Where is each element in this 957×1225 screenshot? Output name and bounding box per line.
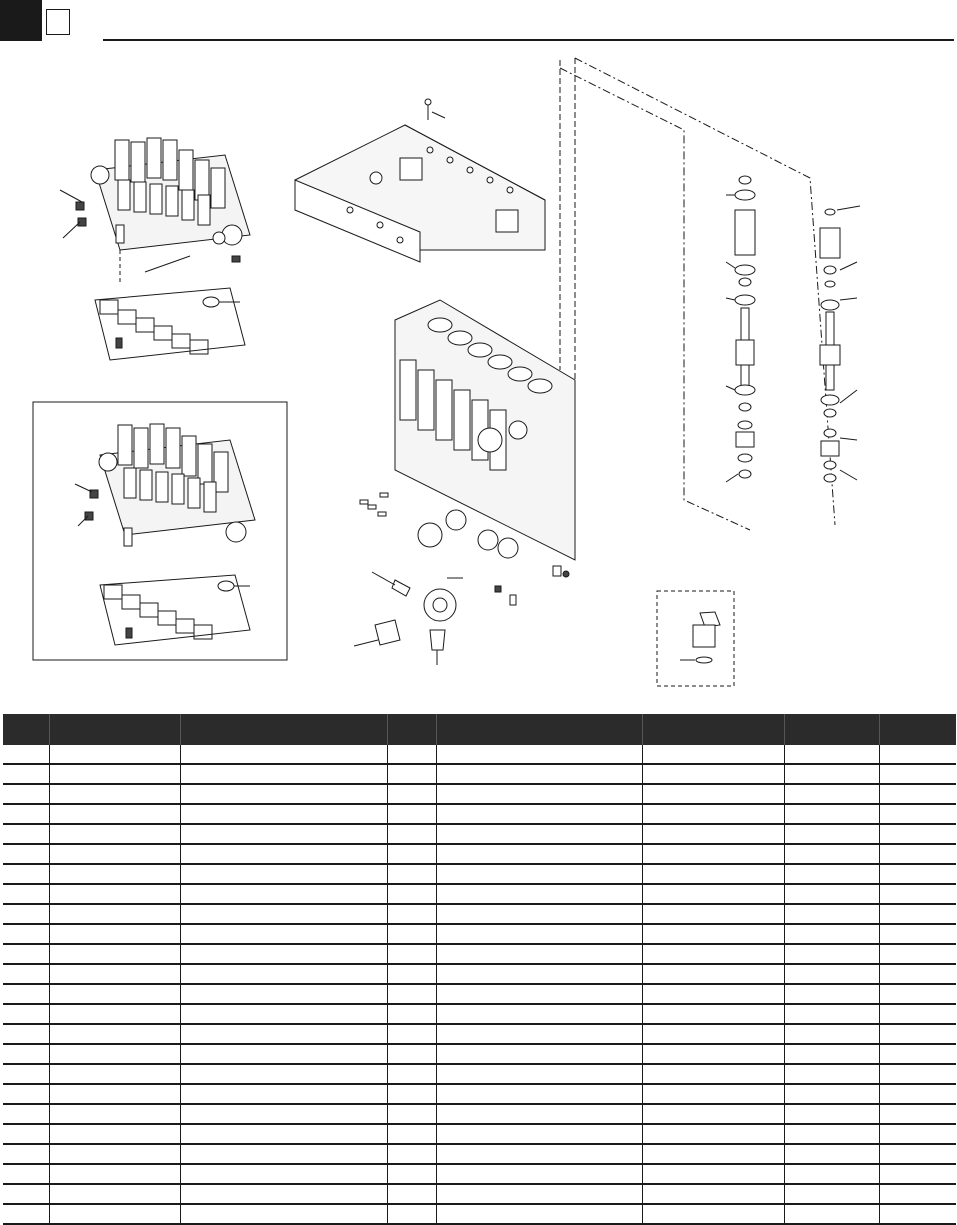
table-cell	[642, 1084, 784, 1104]
table-cell	[49, 944, 180, 964]
table-cell	[49, 784, 180, 804]
table-cell	[3, 864, 49, 884]
table-cell	[784, 944, 879, 964]
table-cell	[784, 984, 879, 1004]
table-cell	[180, 1204, 387, 1224]
cartridge-stack-1	[735, 176, 755, 478]
table-cell	[3, 1084, 49, 1104]
table-cell	[642, 964, 784, 984]
table-cell	[879, 1104, 956, 1124]
table-row	[3, 1184, 956, 1204]
table-cell	[642, 745, 784, 764]
table-cell	[642, 864, 784, 884]
table-cell	[387, 884, 436, 904]
table-cell	[642, 884, 784, 904]
table-cell	[879, 964, 956, 984]
table-cell	[879, 1164, 956, 1184]
table-cell	[879, 784, 956, 804]
table-cell	[784, 864, 879, 884]
table-cell	[180, 1084, 387, 1104]
table-cell	[3, 1184, 49, 1204]
table-row	[3, 1084, 956, 1104]
table-cell	[642, 984, 784, 1004]
table-cell	[436, 804, 642, 824]
table-cell	[49, 1004, 180, 1024]
table-cell	[180, 984, 387, 1004]
table-cell	[180, 864, 387, 884]
column-header	[784, 714, 879, 745]
table-cell	[180, 824, 387, 844]
table-cell	[436, 1204, 642, 1224]
table-cell	[49, 1204, 180, 1224]
table-row	[3, 1124, 956, 1144]
table-cell	[784, 804, 879, 824]
table-cell	[387, 1044, 436, 1064]
table-cell	[180, 1064, 387, 1084]
table-cell	[879, 1024, 956, 1044]
table-cell	[387, 804, 436, 824]
table-row	[3, 904, 956, 924]
table-cell	[436, 1024, 642, 1044]
table-cell	[3, 984, 49, 1004]
table-cell	[387, 784, 436, 804]
table-cell	[180, 1104, 387, 1124]
table-row	[3, 964, 956, 984]
table-body	[3, 745, 956, 1224]
table-cell	[3, 764, 49, 784]
table-cell	[784, 764, 879, 784]
table-cell	[642, 1004, 784, 1024]
table-cell	[436, 1164, 642, 1184]
table-row	[3, 1044, 956, 1064]
table-cell	[180, 1184, 387, 1204]
table-cell	[642, 1064, 784, 1084]
table-cell	[784, 924, 879, 944]
table-row	[3, 1064, 956, 1084]
table-row	[3, 864, 956, 884]
table-cell	[642, 904, 784, 924]
column-header	[436, 714, 642, 745]
table-cell	[387, 984, 436, 1004]
table-row	[3, 1004, 956, 1024]
table-cell	[784, 745, 879, 764]
table-cell	[642, 1144, 784, 1164]
table-cell	[387, 904, 436, 924]
table-cell	[49, 964, 180, 984]
table-cell	[642, 784, 784, 804]
table-cell	[3, 1124, 49, 1144]
table-cell	[180, 924, 387, 944]
table-cell	[387, 944, 436, 964]
table-cell	[879, 904, 956, 924]
table-cell	[436, 1064, 642, 1084]
table-cell	[879, 824, 956, 844]
table-row	[3, 1024, 956, 1044]
table-cell	[180, 804, 387, 824]
table-cell	[784, 1204, 879, 1224]
table-cell	[784, 1104, 879, 1124]
table-cell	[879, 944, 956, 964]
valve-manifold-assembly-2	[75, 424, 255, 645]
table-cell	[387, 1184, 436, 1204]
table-cell	[436, 1104, 642, 1124]
table-cell	[49, 1144, 180, 1164]
table-header-row	[3, 714, 956, 745]
table-cell	[180, 844, 387, 864]
table-cell	[436, 1124, 642, 1144]
table-row	[3, 745, 956, 764]
table-cell	[784, 844, 879, 864]
table-cell	[3, 1204, 49, 1224]
table-cell	[3, 784, 49, 804]
table-cell	[387, 924, 436, 944]
table-cell	[3, 1064, 49, 1084]
table-cell	[49, 1184, 180, 1204]
table-cell	[3, 964, 49, 984]
table-cell	[49, 745, 180, 764]
table-cell	[387, 864, 436, 884]
table-cell	[879, 1144, 956, 1164]
table-cell	[387, 1084, 436, 1104]
table-cell	[49, 1124, 180, 1144]
table-cell	[3, 1144, 49, 1164]
table-cell	[642, 1044, 784, 1064]
table-cell	[784, 1024, 879, 1044]
table-cell	[387, 844, 436, 864]
table-cell	[436, 944, 642, 964]
table-cell	[784, 1084, 879, 1104]
table-cell	[436, 844, 642, 864]
column-header	[879, 714, 956, 745]
table-cell	[879, 1124, 956, 1144]
table-cell	[49, 764, 180, 784]
table-row	[3, 784, 956, 804]
table-cell	[436, 1004, 642, 1024]
table-cell	[49, 984, 180, 1004]
table-row	[3, 984, 956, 1004]
table-row	[3, 844, 956, 864]
table-cell	[784, 1004, 879, 1024]
table-cell	[784, 1164, 879, 1184]
table-cell	[49, 804, 180, 824]
table-cell	[879, 1084, 956, 1104]
parts-list-table	[3, 714, 956, 1225]
table-cell	[3, 1024, 49, 1044]
table-cell	[180, 784, 387, 804]
table-cell	[642, 944, 784, 964]
table-cell	[642, 1164, 784, 1184]
alternate-nozzle	[680, 612, 720, 663]
table-cell	[49, 924, 180, 944]
table-cell	[387, 1124, 436, 1144]
table-cell	[180, 1124, 387, 1144]
table-cell	[3, 944, 49, 964]
table-cell	[180, 1164, 387, 1184]
table-cell	[784, 964, 879, 984]
table-cell	[784, 784, 879, 804]
table-row	[3, 1164, 956, 1184]
table-cell	[49, 1084, 180, 1104]
table-cell	[784, 904, 879, 924]
table-row	[3, 924, 956, 944]
table-cell	[436, 1044, 642, 1064]
table-cell	[436, 1144, 642, 1164]
table-cell	[436, 764, 642, 784]
table-cell	[3, 745, 49, 764]
table-cell	[436, 904, 642, 924]
table-cell	[436, 964, 642, 984]
table-cell	[387, 1164, 436, 1184]
table-cell	[784, 1064, 879, 1084]
mounting-bracket	[295, 99, 545, 262]
table-cell	[642, 1024, 784, 1044]
table-cell	[3, 824, 49, 844]
table-cell	[49, 1064, 180, 1084]
table-cell	[436, 745, 642, 764]
table-cell	[387, 1104, 436, 1124]
table-cell	[387, 1144, 436, 1164]
table-cell	[180, 1024, 387, 1044]
column-header	[642, 714, 784, 745]
table-row	[3, 884, 956, 904]
column-header	[49, 714, 180, 745]
table-cell	[387, 1204, 436, 1224]
table-cell	[49, 1104, 180, 1124]
table-cell	[879, 984, 956, 1004]
table-cell	[879, 804, 956, 824]
table-cell	[879, 884, 956, 904]
table-cell	[180, 964, 387, 984]
table-row	[3, 944, 956, 964]
table-cell	[784, 824, 879, 844]
table-cell	[387, 824, 436, 844]
table-cell	[49, 864, 180, 884]
table-cell	[180, 745, 387, 764]
table-cell	[3, 844, 49, 864]
column-header	[180, 714, 387, 745]
table-cell	[436, 884, 642, 904]
table-cell	[3, 904, 49, 924]
table-cell	[180, 764, 387, 784]
table-cell	[879, 1004, 956, 1024]
table-cell	[3, 804, 49, 824]
table-cell	[784, 884, 879, 904]
table-cell	[879, 1064, 956, 1084]
table-cell	[642, 1104, 784, 1124]
table-row	[3, 1144, 956, 1164]
table-cell	[784, 1144, 879, 1164]
table-row	[3, 824, 956, 844]
table-cell	[49, 844, 180, 864]
table-cell	[387, 745, 436, 764]
table-cell	[180, 1044, 387, 1064]
table-cell	[642, 844, 784, 864]
table-cell	[49, 1164, 180, 1184]
table-row	[3, 804, 956, 824]
table-cell	[49, 824, 180, 844]
table-cell	[436, 824, 642, 844]
table-cell	[3, 1164, 49, 1184]
table-cell	[642, 1184, 784, 1204]
table-cell	[180, 1144, 387, 1164]
table-cell	[387, 1064, 436, 1084]
table-cell	[642, 1124, 784, 1144]
table-cell	[436, 984, 642, 1004]
table-cell	[642, 924, 784, 944]
table-cell	[387, 1024, 436, 1044]
table-cell	[642, 1204, 784, 1224]
column-header	[3, 714, 49, 745]
table-cell	[879, 1204, 956, 1224]
table-cell	[879, 844, 956, 864]
table-row	[3, 1104, 956, 1124]
table-cell	[180, 1004, 387, 1024]
table-cell	[387, 764, 436, 784]
table-cell	[642, 824, 784, 844]
cartridge-stack-2	[820, 209, 840, 482]
table-cell	[784, 1184, 879, 1204]
table-cell	[49, 1044, 180, 1064]
table-cell	[879, 745, 956, 764]
table-cell	[49, 884, 180, 904]
table-cell	[879, 1044, 956, 1064]
table-cell	[784, 1124, 879, 1144]
table-cell	[436, 784, 642, 804]
table-cell	[387, 964, 436, 984]
table-cell	[180, 944, 387, 964]
table-cell	[3, 1104, 49, 1124]
valve-manifold-assembly-1	[60, 138, 250, 360]
table-cell	[642, 764, 784, 784]
table-cell	[436, 924, 642, 944]
table-cell	[49, 1024, 180, 1044]
table-cell	[879, 924, 956, 944]
table-cell	[180, 904, 387, 924]
table-cell	[784, 1044, 879, 1064]
table-cell	[3, 1004, 49, 1024]
table-row	[3, 764, 956, 784]
table-cell	[436, 1084, 642, 1104]
table-cell	[3, 1044, 49, 1064]
column-header	[387, 714, 436, 745]
table-row	[3, 1204, 956, 1224]
table-cell	[879, 1184, 956, 1204]
table-cell	[3, 924, 49, 944]
main-valve-block	[395, 58, 575, 560]
table-cell	[49, 904, 180, 924]
table-cell	[436, 1184, 642, 1204]
table-cell	[642, 804, 784, 824]
table-cell	[180, 884, 387, 904]
table-cell	[879, 864, 956, 884]
table-cell	[879, 764, 956, 784]
table-cell	[436, 864, 642, 884]
table-cell	[3, 884, 49, 904]
table-cell	[387, 1004, 436, 1024]
